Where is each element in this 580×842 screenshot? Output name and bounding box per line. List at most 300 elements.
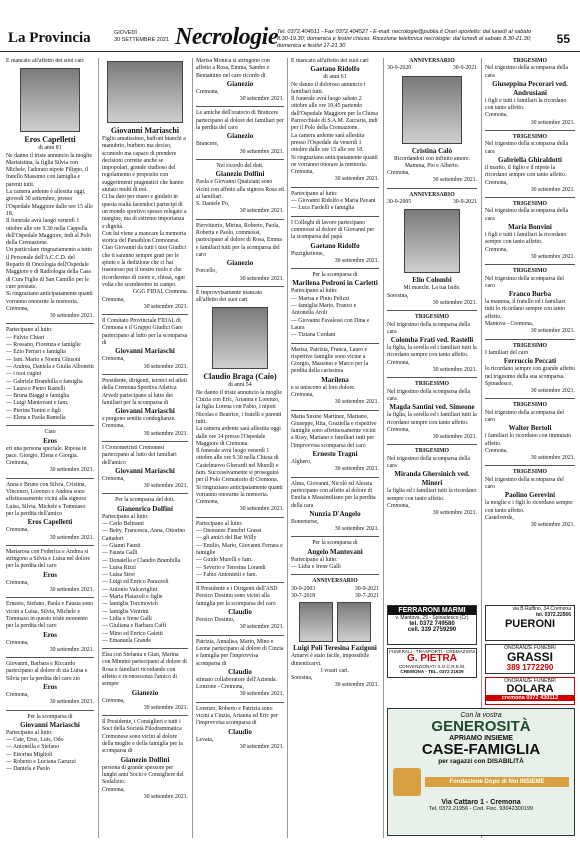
- divider: [196, 159, 284, 160]
- notice-text: Paola e Giovanni Quaiziani sono vicini con affetto alla signora Rosa ed ai familiari.: [196, 179, 284, 200]
- notice-text: Per la scomparsa del dott.: [115, 497, 175, 504]
- deceased-name: Giovanni Mariaschi: [115, 407, 175, 416]
- ad-title: CASE-FAMIGLIA: [421, 741, 541, 758]
- anniversary-title: ANNIVERSARIO: [312, 578, 358, 585]
- notice-text: la moglie e i figli lo ricordano sempre con tanto affetto.: [485, 500, 573, 514]
- notice-city: Cremona,: [102, 356, 125, 363]
- anniversary-date: 30-9-2021: [354, 585, 379, 592]
- mourner-item: — Luca Fardelli e famiglia: [291, 205, 355, 212]
- notice-city: Cremona,: [485, 179, 508, 186]
- anniversary-dates: [291, 586, 379, 593]
- column-3: [196, 58, 284, 838]
- mourner-item: — Rossano, Fiorenza e famiglie: [6, 342, 81, 349]
- foundation-logo-icon: [393, 768, 421, 796]
- mourner-item: — Severio e Teresina Lorandi: [196, 564, 266, 571]
- ad-name: G. PIETRA: [406, 653, 457, 664]
- notice-text: Si ringraziano anticipatamente quanti vorranno onorarne la memoria.: [6, 291, 93, 305]
- deceased-name: Claudio: [228, 727, 252, 736]
- notice-date: 30 settembre 2021.: [530, 186, 575, 193]
- deceased-name: Eros: [43, 683, 57, 691]
- deceased-name: Gianezio Dolfini: [215, 170, 265, 179]
- ad-phone: Tel. 0372.21956 - Cod. Fisc. 93042300199: [429, 806, 533, 812]
- deceased-age: di anni 61: [323, 74, 347, 81]
- notice-date: 30 settembre 2021.: [239, 96, 284, 103]
- notice-text: Per la scomparsa di: [27, 713, 73, 720]
- notice-text: Ricordandoti con infinito amore.: [394, 155, 470, 162]
- divider: [6, 710, 94, 711]
- mourner-item: — Giovanni Favalessi con Dina e Laura: [291, 317, 370, 331]
- anniversary-title: ANNIVERSARIO: [409, 58, 455, 64]
- deceased-name: Gianezio: [226, 132, 254, 141]
- notice-text: Nel trigesimo della scomparsa della cara: [387, 455, 471, 470]
- divider: [387, 188, 477, 189]
- ad-phone: tel. 0372.22566: [535, 612, 571, 618]
- anniversary-dates: [387, 65, 477, 72]
- deceased-name: Gianezio: [226, 259, 254, 268]
- ad-ferraroni: [387, 605, 477, 645]
- mourner-item: — Emilio, Mario, Giovanni Ferrara e famiglie: [196, 542, 283, 556]
- anniversary-date: 30-9-2020: [387, 65, 412, 72]
- notice-text: Nel trigesimo della scomparsa del caro: [485, 476, 564, 491]
- deceased-name: Maria Bonvini: [508, 223, 552, 232]
- notice-date: 30 settembre 2021.: [143, 704, 188, 711]
- ad-dolara: [485, 677, 575, 705]
- ad-text: GENEROSITÀ: [431, 718, 531, 735]
- notice-text: Anna e Bruno con Silvia, Cristina, Vincenzo, Lorenzo e Andrea sono affettuosamente vicini alla signora Luisa, Silvia, Michele e Tommaso per la perdita dell'amico: [6, 481, 87, 517]
- notice-date: 30 settembre 2021.: [530, 328, 575, 335]
- notice-text: Ne danno il triste annuncio la moglie Mariaisitna, la figlia Silvia con Michele, l'adorato nipote Filippo, il fratello Massimo con famiglia e parenti tutti.: [6, 152, 92, 188]
- mourner-item: — Daniela e Paolo: [6, 766, 50, 773]
- notice-city: Alghero,: [291, 459, 312, 466]
- ad-name: DOLARA: [506, 683, 554, 695]
- notice-text: lo ricordano sempre con grande affetto nel trigesimo della sua scomparsa.: [485, 366, 575, 380]
- trigesimo-title: TRIGESIMO: [512, 402, 548, 409]
- ad-pueroni: [485, 605, 575, 641]
- deceased-name: Eros: [43, 570, 57, 579]
- notice-text: Nel trigesimo della scomparsa della cara: [387, 321, 471, 335]
- anniversary-date: 30-7-2018: [291, 592, 316, 599]
- divider: [196, 286, 284, 287]
- notice-city: Castelverde,: [485, 514, 514, 521]
- issue-date: [114, 30, 169, 44]
- deceased-name: Gaetano Ridolfo: [310, 241, 360, 250]
- notice-date: 30 settembre 2021.: [432, 434, 477, 441]
- notice-date: 30 settembre 2021.: [530, 455, 575, 462]
- notice-text: Ci ha dato per mano e guidato in questa realtà facendoci partecipi di un mondo sportivo spesso relegato a margine, ma di estremo importanza e dignità.: [102, 194, 187, 230]
- divider: [485, 398, 575, 399]
- ad-phone: 389 1772290: [506, 663, 554, 672]
- deceased-name: Magda Santini ved. Simeone: [389, 403, 475, 412]
- mourner-item: — Betty, Francesca, Anna, Ottorino Cattadori: [102, 528, 186, 542]
- anniversary-date: 30-9-2003: [291, 585, 316, 592]
- divider: [196, 219, 284, 220]
- notice-text: e si uniscono al loro dolore.: [291, 384, 356, 391]
- notice-text: la figlia ed i familiari tutti la ricordano sempre con tanto affetto.: [387, 488, 477, 502]
- divider: [291, 536, 379, 537]
- notice-date: 30 settembre 2021.: [239, 506, 284, 513]
- notice-city: Cremona,: [485, 447, 508, 454]
- deceased-name: Colomba Frati ved. Rastelli: [390, 336, 474, 345]
- ad-grassi: [485, 644, 575, 674]
- contact-info: Tel. 0372.404511 - Fax 0372.404527 - E-mail: necrologie@publia.it Orari sportello: dal lunedì al sabato 8.30-19.30; domenica e festivi chiuso. Ricezione telefonica necrologie: dal lunedì al sabato 8.30-21.30; domenica e festivi 17-21.30: [277, 29, 532, 49]
- ad-name: GRASSI: [506, 650, 553, 664]
- anniversary-title: ANNIVERSARIO: [409, 191, 455, 198]
- deceased-name: Elio Colombi: [412, 276, 452, 285]
- notice-date: 30 settembre 2021.: [239, 691, 284, 698]
- mourners-list: [6, 335, 94, 423]
- notice-text: Ne danno il triste annuncio la moglie Cinzia con Eric, Arianna e Lorenzo, la figlia Lorena con Fabio, i nipoti Nicolas e Beatrice, i fratelli e parenti tutti.: [196, 389, 282, 425]
- divider: [485, 197, 575, 198]
- issue-day: GIOVEDÌ: [114, 30, 137, 36]
- ad-case-famiglia: [387, 708, 575, 836]
- deceased-name: Eros Capelletti: [27, 518, 73, 527]
- notice-text: Le amiche dell'oratorio di Brancere partecipano al dolore dei familiari per la perdita del caro: [196, 110, 284, 132]
- divider: [102, 314, 188, 315]
- divider: [102, 374, 188, 375]
- trigesimo-title: TRIGESIMO: [512, 342, 548, 349]
- divider: [291, 187, 379, 188]
- deceased-name: Ferruccio Peccati: [503, 357, 557, 366]
- notice-city: Cremona,: [196, 499, 219, 506]
- notice-date: 30 settembre 2021.: [49, 313, 94, 320]
- mourner-item: — Fulvio Chiari: [6, 334, 45, 341]
- divider: [291, 216, 379, 217]
- notice-date: 30 settembre 2021.: [530, 119, 575, 126]
- deceased-name: Walter Bertoli: [508, 424, 552, 433]
- notice-text: eri una persona speciale. Riposa in pace. Giorgio, Elena e Giorgia.: [6, 445, 87, 459]
- notice-city: Mantova - Cremona,: [485, 321, 534, 328]
- notice-text: i familiari lo ricordano con immutato affetto.: [485, 433, 572, 447]
- notice-city: Cremona,: [387, 502, 410, 509]
- divider: [291, 477, 379, 478]
- mourners-list: [291, 296, 379, 340]
- notice-text: La camera ardente è allestita oggi, giovedì 30 settembre, presso l'Ospedale Maggiore dalle ore 15 alle 18.: [6, 189, 93, 217]
- trigesimo-title: TRIGESIMO: [512, 134, 548, 141]
- notice-city: Cremona,: [6, 305, 29, 312]
- notice-text: È mancato all'affetto dei suoi cari: [291, 58, 369, 64]
- notice-text: la figlia, la sorella ed i familiari tutti la ricordano sempre con tanto affetto.: [387, 412, 477, 426]
- notice-date: 30 settembre 2021.: [239, 624, 284, 631]
- trigesimo-title: TRIGESIMO: [512, 201, 548, 208]
- notice-text: Nel trigesimo della scomparsa del caro: [485, 409, 564, 423]
- mourner-item: — Andrea, Daniela e Giulia Albonetti: [6, 363, 94, 370]
- mourner-item: — Gianni Fausti: [102, 542, 141, 549]
- divider: [6, 597, 94, 598]
- newspaper-logo: La Provincia: [8, 30, 91, 46]
- notice-city: Cremona,: [102, 423, 125, 430]
- deceased-name: Claudio Braga (Caio): [203, 372, 277, 382]
- notice-city: Levata,: [196, 736, 214, 743]
- ad-text: per ragazzi con DISABILITÀ: [438, 758, 524, 765]
- notice-text: Ne danno il doloroso annuncio i familiari tutti.: [291, 81, 366, 95]
- divider: [387, 444, 477, 445]
- deceased-name: Luigi Poli Teresina Fazigoni: [293, 644, 377, 653]
- column-4: [291, 58, 379, 838]
- notice-text: Il Comitato Provinciale FIDAL di Cremona e il Gruppo Giudici Gare partecipano al lutto per la scomparsa di: [102, 318, 188, 347]
- divider: [6, 657, 94, 658]
- issue-date-text: 30 SETTEMBRE 2021: [114, 37, 170, 43]
- deceased-name: Gianenrico Dolfini: [117, 504, 173, 513]
- divider: [102, 648, 188, 649]
- notice-date: 30 settembre 2021.: [432, 299, 477, 306]
- trigesimo-title: TRIGESIMO: [414, 314, 450, 321]
- deceased-name: Miranda Ghersinich ved. Mineri: [394, 470, 470, 488]
- ad-text: APRIAMO INSIEME: [449, 735, 513, 742]
- mourner-item: — famiglia Mario, Franco e Antonella Aroli: [291, 303, 357, 317]
- anniversary-date: 30-9-2021: [452, 65, 477, 72]
- notice-text: Un particolare ringraziamento a tutto il Personale dell'A.C.C.D. del Reparto di Oncologia dell'Ospedale Maggiore e di Radiologia della Casa di Cura Figlie di San Camillo per le cure prestate.: [6, 247, 92, 290]
- notice-text: Nel trigesimo della scomparsa della cara: [387, 388, 471, 402]
- ad-address: v. Mantova, 29 - Spinadesco (Cr): [395, 615, 469, 621]
- trigesimo-title: TRIGESIMO: [512, 469, 548, 476]
- notice-city: Cremona,: [387, 426, 410, 433]
- portrait-photo: [404, 209, 460, 273]
- divider: [485, 130, 575, 131]
- notice-city: Cremona,: [6, 639, 29, 646]
- notice-city: Cremona,: [387, 359, 410, 366]
- ad-heading: ONORANZE FUNEBRI: [504, 645, 556, 651]
- notice-date: 30 settembre 2021.: [49, 534, 94, 541]
- deceased-name: Giovanni Mariaschi: [20, 720, 80, 729]
- notice-city: Cremona,: [102, 697, 125, 704]
- deceased-name: Franco Burba: [508, 290, 552, 299]
- notice-date: 30 settembre 2021.: [432, 177, 477, 184]
- notice-date: 30 settembre 2021.: [530, 522, 575, 529]
- notice-text: Ciao: [44, 429, 56, 436]
- notice-text: stimato collaboratore dell'Azienda.: [196, 676, 278, 683]
- notice-text: La camera ardente sarà allestita oggi dalle ore 14 presso l'Ospedale Maggiore di Cremona.: [196, 426, 281, 447]
- portrait-photo: [402, 76, 462, 144]
- notice-text: Lorenzo, Roberto e Patrizia sono vicini a Cinzia, Arianna ed Eric per l'improvvisa scomparsa di: [196, 705, 278, 727]
- ad-phone: CREMONA - TEL. 0372 21629: [400, 669, 464, 674]
- divider: [485, 264, 575, 265]
- mourner-item: — Giovanni Ridolfo e Maria Pavani: [291, 198, 376, 205]
- notice-text: Con lui viene a mancare la memoria storica del Panathlon Cremonese.: [102, 230, 187, 245]
- portrait-photo: [20, 68, 80, 132]
- divider: [102, 715, 188, 716]
- notice-city: Cremona,: [291, 391, 314, 398]
- column-divider: [98, 58, 99, 838]
- notice-date: 30 settembre 2021.: [143, 363, 188, 370]
- notice-text: la figlia, la sorella ed i familiari tutti la ricordano sempre con tanto affetto.: [387, 345, 477, 359]
- column-1: [6, 58, 94, 838]
- notice-city: Soresina,: [387, 292, 409, 299]
- notice-date: 30 settembre 2021.: [239, 743, 284, 750]
- divider: [196, 702, 284, 703]
- mourner-item: — Onoranze Funebri Grassi: [196, 528, 262, 535]
- notice-city: Forcello,: [196, 268, 217, 275]
- notice-date: 30 settembre 2021.: [143, 303, 188, 310]
- deceased-name: Marilena: [321, 375, 349, 384]
- deceased-name: Giovanni Mariaschi: [115, 347, 175, 356]
- notice-text: Patrizia, Annalisa, Mario, Mino e Leone partecipano al dolore di Cinzia e famiglia per l'improvvisa scomparsa di: [196, 638, 284, 667]
- notice-text: Elsa con Stefania e Gian, Marina con Mimmo partecipano al dolore di Rosa e familiari ricordando con affetto e riconoscenza l'amico di sempre: [102, 652, 187, 688]
- anniversary-dates: [291, 593, 379, 600]
- page-number: 55: [556, 32, 570, 46]
- column-2: [102, 58, 188, 838]
- ad-sub: CONVENZIONATI S.O.C.R.E.M.: [398, 664, 466, 669]
- divider: [6, 323, 94, 324]
- ad-name: FERRARONI MARMI: [388, 606, 476, 615]
- notice-text: Il funerale avrà luogo venerdì 1 ottobre alle ore 9.30 nella Cappella dell'Ospedale Maggiore, indi al Polo della Cremazione.: [6, 218, 91, 247]
- ad-text: Con la vostra: [460, 712, 502, 719]
- mourner-item: — Gabriele Brambilla e famiglia: [6, 378, 83, 385]
- notice-text: i figli e tutti i familiari la ricordano sempre con tanto affetto.: [485, 232, 567, 246]
- ad-foundation-row: [393, 768, 569, 796]
- mourner-item: — Ettorina Miglioli: [6, 751, 53, 758]
- mourner-item: — Luigi Mantovani e fam.: [6, 400, 69, 407]
- mourners-list: [6, 737, 94, 773]
- divider: [485, 465, 575, 466]
- divider: [102, 493, 188, 494]
- ad-foundation: Fondazione Dopo di Noi INSIEME: [425, 777, 569, 787]
- mourner-item: — Luisa Stroi: [102, 572, 135, 579]
- mourner-item: — Luigi ed Enrico Parazzoli: [102, 579, 169, 586]
- notice-city: Soresina,: [291, 675, 313, 682]
- mourner-item: — Giuliana e Barbara Caffi: [102, 623, 167, 630]
- notice-date: 30 settembre 2021.: [49, 646, 94, 653]
- notice-text: Il funerale avrà luogo venerdì 1 ottobre alle ore 9.30 nella Chiesa di Castelnuovo Gherardi nel Murelli e fam. Successivamente si proseguirà per il Polo Crematorio di Cremona.: [196, 448, 279, 484]
- deceased-name: Gianezio: [131, 688, 159, 697]
- notice-city: Cremona,: [6, 527, 29, 534]
- deceased-name: Paolino Gerevini: [504, 491, 556, 500]
- deceased-name: Gabriella Ghiraldotti: [498, 155, 562, 164]
- deceased-age: di anni 54: [228, 382, 252, 389]
- notice-text: I Cronometristi Cremonesi partecipano al lutto dei familiari dell'amico: [102, 444, 177, 466]
- notice-city: S. Daniele Po,: [196, 201, 230, 208]
- notice-signature: GGG FIDAL Cremona.: [132, 289, 188, 296]
- mourner-item: — fam. Mario e Noemi Ghisoni: [6, 356, 81, 363]
- mourner-item: — i tuoi cugini: [6, 371, 42, 378]
- mourner-item: — Carlo Beltrami: [102, 521, 144, 528]
- notice-city: Cremona,: [102, 786, 125, 793]
- notice-text: i figli e tutti i familiari la ricordano con tanto affetto.: [485, 97, 567, 112]
- portrait-photo: [212, 307, 268, 369]
- notice-city: Cremona,: [102, 296, 125, 303]
- mourners-title: Partecipano al lutto:: [6, 729, 53, 736]
- ad-heading: ONORANZE FUNEBRI: [504, 678, 556, 684]
- column-5: [387, 58, 477, 578]
- notice-text: Il Presidente e i Dirigenti dell'ASD Persico Dosimo sono vicini alla famiglia per la scomparsa del caro: [196, 586, 278, 607]
- notice-text: Per la scomparsa di: [312, 272, 358, 279]
- mourner-item: — Mino ed Enrico Galetti: [102, 630, 163, 637]
- mourners-title: Partecipano al lutto:: [291, 190, 338, 197]
- mourner-item: — Emanuela Grande: [102, 637, 151, 644]
- page-header: [0, 0, 580, 52]
- notice-date: 30 settembre 2021.: [49, 467, 94, 474]
- notice-city: Cremona,: [291, 169, 314, 176]
- notice-text: Figlio amatissimo, baffoni bianchi a manubrio, burbero ma deciso, scomodo ma capace di prendere decisioni corrette anche se impopolari, grande studioso del regolamento e proposito con suggerimenti pragmatici che hanno aiutato molti di noi.: [102, 136, 186, 194]
- divider: [196, 517, 284, 518]
- divider: [291, 410, 379, 411]
- notice-text: la mamma, il fratello ed i familiari tutti lo ricordano sempre con tanto affetto.: [485, 299, 566, 320]
- notice-city: Spinadesco,: [485, 380, 513, 387]
- notice-date: 30 settembre 2021.: [143, 483, 188, 490]
- mourner-item: — Bruna Biaggi e famiglia: [6, 393, 70, 400]
- column-divider: [383, 58, 384, 838]
- notice-text: Alma, Giovanni, Nicolò ed Alessia partecipano con affetto al dolore di Emilia e Massimiliano per la perdita della cara: [291, 480, 376, 509]
- notice-text: Ciao Giovanni da tutti i tuoi Giudici che ti saranno sempre grati per le spinte e la dedizione che ci hai trasmesso per il nostro ruolo e che ricorderemo di cuore e, chissà, ogni volta che scenderemo in campo.: [102, 245, 187, 288]
- notice-city: Cremona,: [6, 692, 29, 698]
- column-divider: [192, 58, 193, 838]
- trigesimo-title: TRIGESIMO: [512, 58, 548, 64]
- portrait-photo: [299, 602, 333, 642]
- notice-text: Marisa Monica si stringono con affetto a Rosa, Emma, Sandro e Beniamino nel caro ricordo di: [196, 58, 270, 79]
- mourner-item: — Pierina Tenini e figli: [6, 407, 61, 414]
- notice-city: Persico Dosimo,: [196, 617, 235, 624]
- notice-text: Nel trigesimo della scomparsa della cara: [485, 65, 569, 79]
- deceased-name: Giovanni Mariaschi: [110, 126, 180, 135]
- mourners-list: [291, 564, 379, 571]
- mourner-item: — Cate, Eros, Luis, Odo: [6, 737, 64, 744]
- notice-date: 30 settembre 2021.: [239, 148, 284, 155]
- deceased-name: Ernesto Tragni: [312, 450, 358, 459]
- mourner-item: — Lidia e Irene Galli: [291, 564, 341, 571]
- portrait-photo: [337, 602, 371, 642]
- notice-text: Mamma, Pio e Alberto.: [404, 162, 460, 169]
- notice-text: Presidente, dirigenti, tecnici ed atleti della Cremona Sportiva Atletica Arvedi partecipano al lutto dei familiari per la scomparsa di: [102, 377, 187, 406]
- anniversary-photos: [291, 600, 379, 644]
- notice-city: Cremona,: [387, 170, 410, 177]
- divider: [196, 106, 284, 107]
- mourners-title: Partecipano al lutto:: [102, 513, 149, 520]
- deceased-name: Nunzia D'Angelo: [309, 509, 361, 518]
- divider: [291, 268, 379, 269]
- anniversary-date: 30-7-2021: [354, 592, 379, 599]
- deceased-name: Eros Capelletti: [24, 135, 76, 145]
- notice-text: Si ringraziano anticipatamente quanti ne vorranno onorare la memoria.: [291, 154, 378, 168]
- notice-date: 30 settembre 2021.: [334, 682, 379, 689]
- mourners-list: [102, 521, 188, 645]
- trigesimo-title: TRIGESIMO: [414, 381, 450, 388]
- deceased-age: di anni 81: [38, 145, 62, 152]
- mourner-item: — Ezio Ferrari e famiglia: [6, 349, 66, 356]
- notice-text: Marisa, Patrizia, Franca, Lauro e rispettive famiglie sono vicine a Giorgio, Massimo e Marco per la perdita della carissima: [291, 346, 369, 375]
- notice-text: Si ringraziano anticipatamente quanti vorranno onorarne la memoria.: [196, 484, 283, 498]
- notice-date: 30 settembre 2021.: [432, 510, 477, 517]
- notice-date: 30 settembre 2021.: [334, 257, 379, 264]
- notice-city: Cremona,: [6, 579, 29, 586]
- deceased-name: Giuseppina Pecorari ved. Andrusiani: [492, 79, 568, 97]
- notice-text: Nel ricordo del dott.: [216, 162, 264, 169]
- divider: [387, 310, 477, 311]
- notice-date: 30 settembre 2021.: [49, 699, 94, 706]
- notice-city: Cremona,: [6, 460, 29, 467]
- anniversary-dates: [387, 199, 477, 206]
- divider: [291, 343, 379, 344]
- mourners-list: [196, 528, 284, 579]
- notice-date: 30 settembre 2021.: [530, 253, 575, 260]
- portrait-photo: [107, 61, 183, 123]
- notice-text: È mancato all'affetto dei suoi cari: [6, 58, 84, 64]
- notice-text: persona di grande spessore per lunghi anni Socio e Consigliere del Sodalizio.: [102, 764, 184, 786]
- notice-city: Brancere,: [196, 141, 219, 148]
- notice-text: Per la scomparsa di: [312, 540, 358, 547]
- mourners-list: [291, 198, 379, 213]
- notice-city: Cremona,: [485, 112, 508, 119]
- deceased-name: Gianezio: [226, 79, 254, 88]
- anniversary-date: 30-9-2021: [452, 199, 477, 206]
- deceased-name: Cristina Calò: [411, 146, 453, 155]
- notice-date: 30 settembre 2021.: [143, 430, 188, 437]
- mourners-title: Partecipano al lutto:: [6, 327, 53, 334]
- trigesimo-title: TRIGESIMO: [414, 448, 450, 455]
- deceased-name: Eros: [43, 630, 57, 639]
- divider: [196, 582, 284, 583]
- notice-text: il marito, il figlio e il nipote la ricordano sempre con tanto affetto.: [485, 164, 567, 179]
- notice-city: Cremona,: [102, 475, 125, 482]
- notice-text: Maria Susine Martinez, Mariano, Giuseppe, Rita, Graziella e rispettive famiglie sono affettuosamente vicini a Rosy, Mariano e familiari tutti per l'improvvisa scomparsa del caro: [291, 413, 377, 449]
